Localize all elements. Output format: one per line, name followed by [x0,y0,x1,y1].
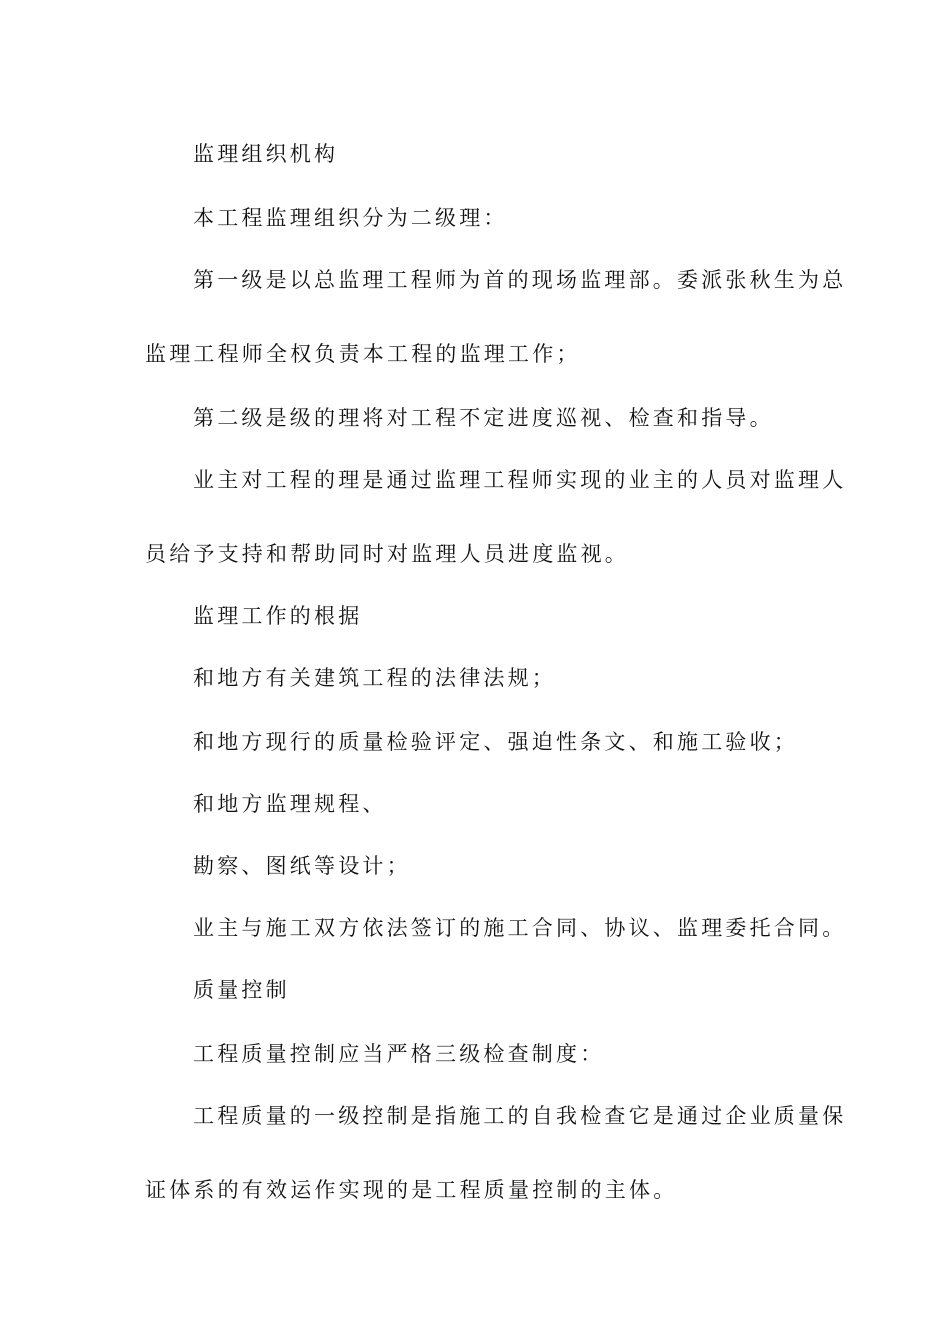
paragraph-line: 和地方现行的质量检验评定、强迫性条文、和施工验收； [193,730,798,754]
paragraph-line: 业主对工程的理是通过监理工程师实现的业主的人员对监理人 [193,468,847,492]
paragraph-line: 监理工作的根据 [193,604,363,628]
paragraph-line: 勘察、图纸等设计； [193,854,411,878]
paragraph-line: 和地方有关建筑工程的法律法规； [193,666,556,690]
paragraph-line: 工程质量的一级控制是指施工的自我检查它是通过企业质量保 [193,1104,847,1128]
paragraph-line: 员给予支持和帮助同时对监理人员进度监视。 [145,542,629,566]
paragraph-line: 证体系的有效运作实现的是工程质量控制的主体。 [145,1178,678,1202]
paragraph-line: 本工程监理组织分为二级理： [193,206,508,230]
paragraph-line: 监理工程师全权负责本工程的监理工作； [145,342,581,366]
paragraph-line: 工程质量控制应当严格三级检查制度： [193,1042,605,1066]
paragraph-line: 业主与施工双方依法签订的施工合同、协议、监理委托合同。 [193,916,847,940]
paragraph-line: 和地方监理规程、 [193,792,387,816]
paragraph-line: 质量控制 [193,978,290,1002]
paragraph-line: 监理组织机构 [193,142,339,166]
paragraph-line: 第一级是以总监理工程师为首的现场监理部。委派张秋生为总 [193,268,847,292]
paragraph-line: 第二级是级的理将对工程不定进度巡视、检查和指导。 [193,406,774,430]
